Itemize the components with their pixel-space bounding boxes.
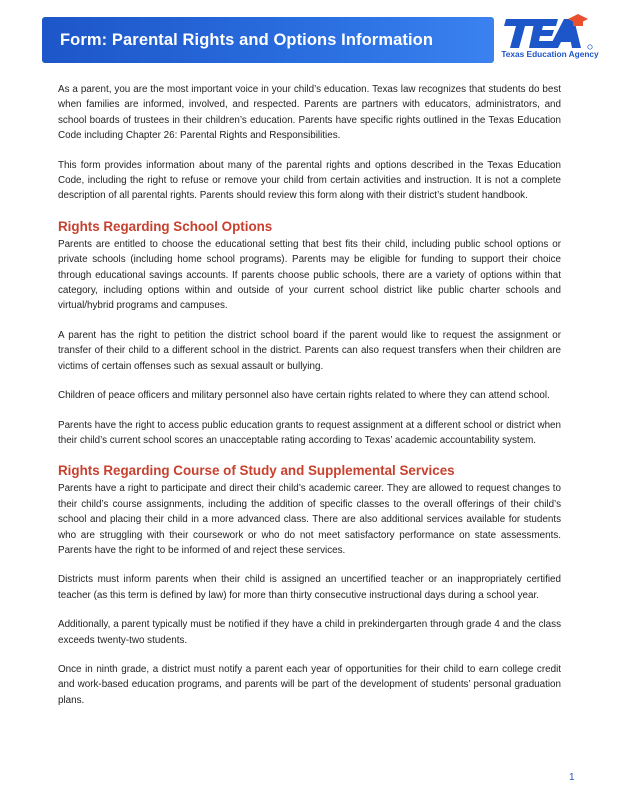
page-title: Form: Parental Rights and Options Information <box>60 31 434 49</box>
page-number: 1 <box>569 772 575 783</box>
school-options-paragraph-1: Parents are entitled to choose the educational setting that best fits their child, including public school options or private schools (including home school programs). Parents may be eligible for funding to support their choice through educational savings accounts. If parents choose public schools, there are a variety of options within that category, including options within and outside of your current school district like public charter schools and virtual/hybrid programs and campuses. <box>58 238 561 312</box>
course-study-paragraph-4: Once in ninth grade, a district must notify a parent each year of opportunities for their child to earn college credit and work-based education programs, and parents will be part of the development of students’ personal graduation plans. <box>58 663 561 706</box>
agency-name: Texas Education Agency <box>501 49 599 59</box>
section-heading-course-of-study: Rights Regarding Course of Study and Supplemental Services <box>58 463 455 479</box>
tea-logo-mark-icon <box>498 13 602 53</box>
intro-paragraph-2: This form provides information about many of the parental rights and options described in the Texas Education Code, including the right to refuse or remove your child from certain activities and instruction. It is not a complete description of all parental rights. Parents should review this form along with their district’s student handbook. <box>58 159 561 202</box>
school-options-paragraph-4: Parents have the right to access public education grants to request assignment at a different school or district when their child’s current school scores an unacceptable rating according to Texas’ academic accountability system. <box>58 419 561 446</box>
title-banner <box>42 17 494 63</box>
school-options-paragraph-2: A parent has the right to petition the district school board if the parent would like to request the assignment or transfer of their child to a different school in the district. Parents can also request transfers when their children are victims of certain offenses such as sexual assault or bullying. <box>58 329 561 372</box>
intro-paragraph-1: As a parent, you are the most important voice in your child’s education. Texas law recognizes that students do best when families are informed, involved, and respected. Parents are partners with educators, administrators, and school boards of trustees in their children’s education. Parents have specific rights outlined in the Texas Education Code including Chapter 26: Parental Rights and Responsibilities. <box>58 84 561 142</box>
course-study-paragraph-2: Districts must inform parents when their child is assigned an uncertified teacher or an inappropriately certified teacher (as this term is defined by law) for more than thirty consecutive instructional days during a school year. <box>58 574 561 601</box>
school-options-paragraph-3: Children of peace officers and military personnel also have certain rights related to where they can attend school. <box>58 390 550 402</box>
document-body <box>58 82 561 722</box>
course-study-paragraph-1: Parents have a right to participate and direct their child’s academic career. They are allowed to request changes to their child’s course assignments, including the addition of specific classes to the overall offerings of their child’s school and placing their child in a more advanced class. There are also additional services available for students who are struggling with their coursework or who do not meet satisfactory performance on state assessments. Parents have the right to be informed of and reject these services. <box>58 483 561 556</box>
course-study-paragraph-3: Additionally, a parent typically must be notified if they have a child in prekindergarten through grade 4 and the class exceeds twenty-two students. <box>58 619 561 646</box>
section-heading-school-options: Rights Regarding School Options <box>58 218 273 234</box>
tea-logo <box>498 13 602 69</box>
